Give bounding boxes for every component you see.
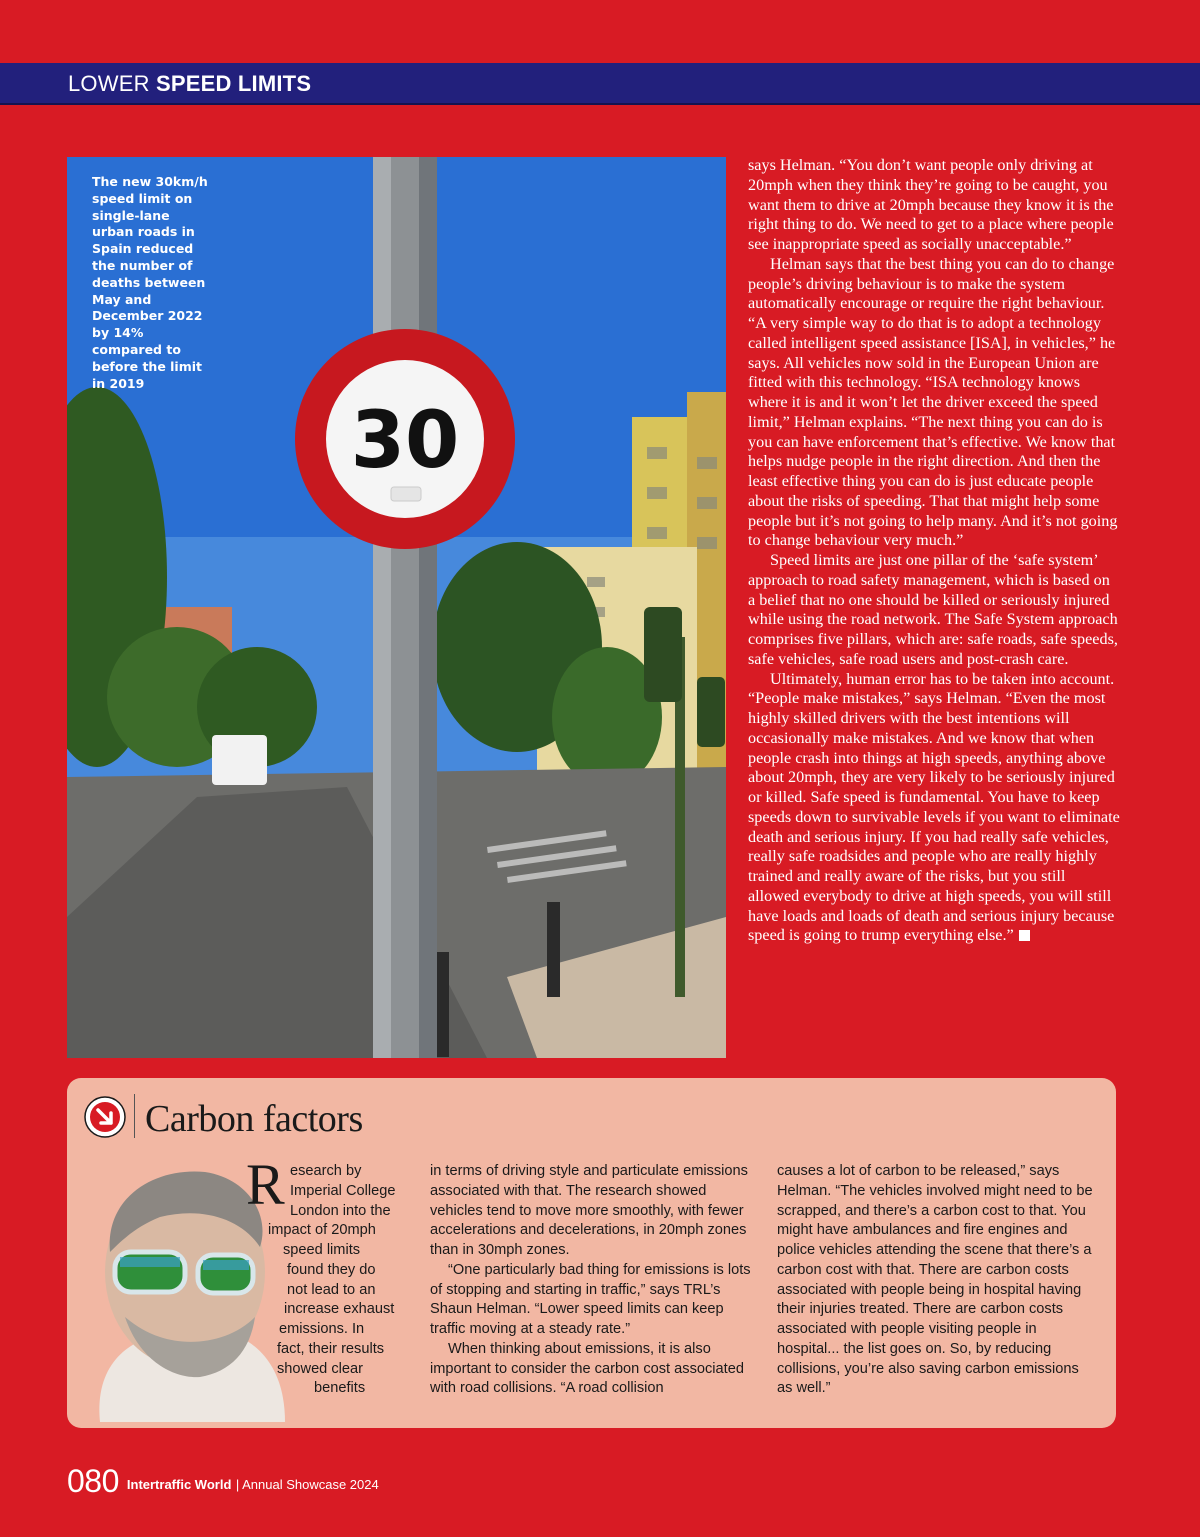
section-title: LOWER SPEED LIMITS <box>68 71 312 96</box>
box-paragraph: causes a lot of carbon to be released,” says Helman. “The vehicles involved might need to be scrapped, and there’s a carbon cost to that. You might have ambulances and fire engines and police vehicles attending the scene that there’s a carbon cost with that. There are carbon costs associated with people being in hospital having their injuries treated. There are carbon costs associated with people visiting people in hospital... the list goes on. So, by reducing collisions, you’re also saving carbon emissions as well.” <box>777 1163 1093 1397</box>
page-footer <box>67 1463 379 1500</box>
box-column-1-line: found they do <box>287 1261 376 1278</box>
issue-name: | Annual Showcase 2024 <box>235 1477 379 1492</box>
box-column-1-line: emissions. In <box>279 1321 365 1337</box>
article-body <box>748 156 1120 946</box>
box-column-1-line: increase exhaust <box>284 1301 395 1318</box>
box-column-3 <box>777 1162 1097 1399</box>
article-paragraph-last: Ultimately, human error has to be taken into account. “People make mistakes,” says Helman. “Even the most highly skilled drivers with the best intentions will occasionally make mistakes. And we know that when people crash into things at high speeds, anything above about 20mph, they are very likely to be seriously injured or killed. Safe speed is fundamental. You have to keep speeds down to survivable levels if you want to eliminate death and serious injury. If you had really safe vehicles, really safe roadsides and people who are really highly trained and really aware of the risks, but you still allowed everybody to drive at high speeds, you will still have loads and loads of death and serious injury because speed is going to trump everything else.” <box>748 669 1120 945</box>
box-column-1-line: impact of 20mph <box>268 1222 376 1239</box>
box-column-1-line: London into the <box>290 1202 391 1219</box>
box-column-1-line: speed limits <box>283 1242 361 1258</box>
speed-sign-number: 30 <box>350 396 460 486</box>
box-paragraph: When thinking about emissions, it is also important to consider the carbon cost associated with road collisions. “A road collision <box>430 1340 744 1397</box>
box-column-2 <box>430 1162 760 1399</box>
box-column-1-line: benefits <box>314 1380 366 1397</box>
box-column-1-line: esearch by <box>290 1163 362 1179</box>
drop-cap: R <box>246 1152 285 1217</box>
magazine-name: Intertraffic World <box>126 1477 232 1492</box>
box-title: Carbon factors <box>145 1098 363 1140</box>
end-of-article-mark <box>1019 930 1030 941</box>
article-paragraph: Speed limits are just one pillar of the ‘safe system’ approach to road safety management, which is based on a belief that no one should be killed or seriously injured while using the road network. The Safe System approach comprises five pillars, which are: safe roads, safe speeds, safe vehicles, safe road users and post-crash care. <box>748 551 1118 668</box>
box-column-1 <box>258 1162 408 1399</box>
photo-caption: The new 30km/h speed limit on single-lane urban roads in Spain reduced the number of deaths between May and December 2022 by 14% compared to before the limit in 2019 <box>92 174 208 391</box>
article-paragraph: says Helman. “You don’t want people only driving at 20mph when they think they’re going to be caught, you want them to drive at 20mph because they know it is the right thing to do. We need to get to a place where people see inappropriate speed as socially unacceptable.” <box>748 156 1114 253</box>
box-column-1-line: fact, their results <box>277 1340 385 1357</box>
box-column-1-line: not lead to an <box>287 1281 376 1298</box>
title-divider <box>134 1094 135 1138</box>
box-column-1-line: showed clear <box>277 1360 363 1377</box>
arrow-down-right-icon <box>84 1096 126 1138</box>
box-column-1-line: Imperial College <box>290 1182 396 1199</box>
page-number: 080 <box>67 1463 119 1499</box>
box-paragraph: in terms of driving style and particulate emissions associated with that. The research showed vehicles tend to move more smoothly, with fewer accelerations and decelerations, in 20mph zones than in 30mph zones. <box>430 1163 748 1258</box>
article-paragraph: Helman says that the best thing you can do to change people’s driving behaviour is to make the system automatically encourage or require the right behaviour. “A very simple way to do that is to adopt a technology called intelligent speed assistance [ISA], in vehicles,” he says. All vehicles now sold in the European Union are fitted with this technology. “ISA technology knows where it is and it won’t let the driver exceed the speed limit,” Helman explains. “The next thing you can do is you can have enforcement that’s effective. We know that helps nudge people in the right direction. And then the least effective thing you can do is just educate people about the risks of speeding. That that might help some people but it’s not going to help many. And it’s not going to change behaviour very much.” <box>748 254 1118 550</box>
box-paragraph: “One particularly bad thing for emissions is lots of stopping and starting in traffic,” says TRL’s Shaun Helman. “Lower speed limits can keep traffic moving at a steady rate.” <box>430 1261 751 1337</box>
